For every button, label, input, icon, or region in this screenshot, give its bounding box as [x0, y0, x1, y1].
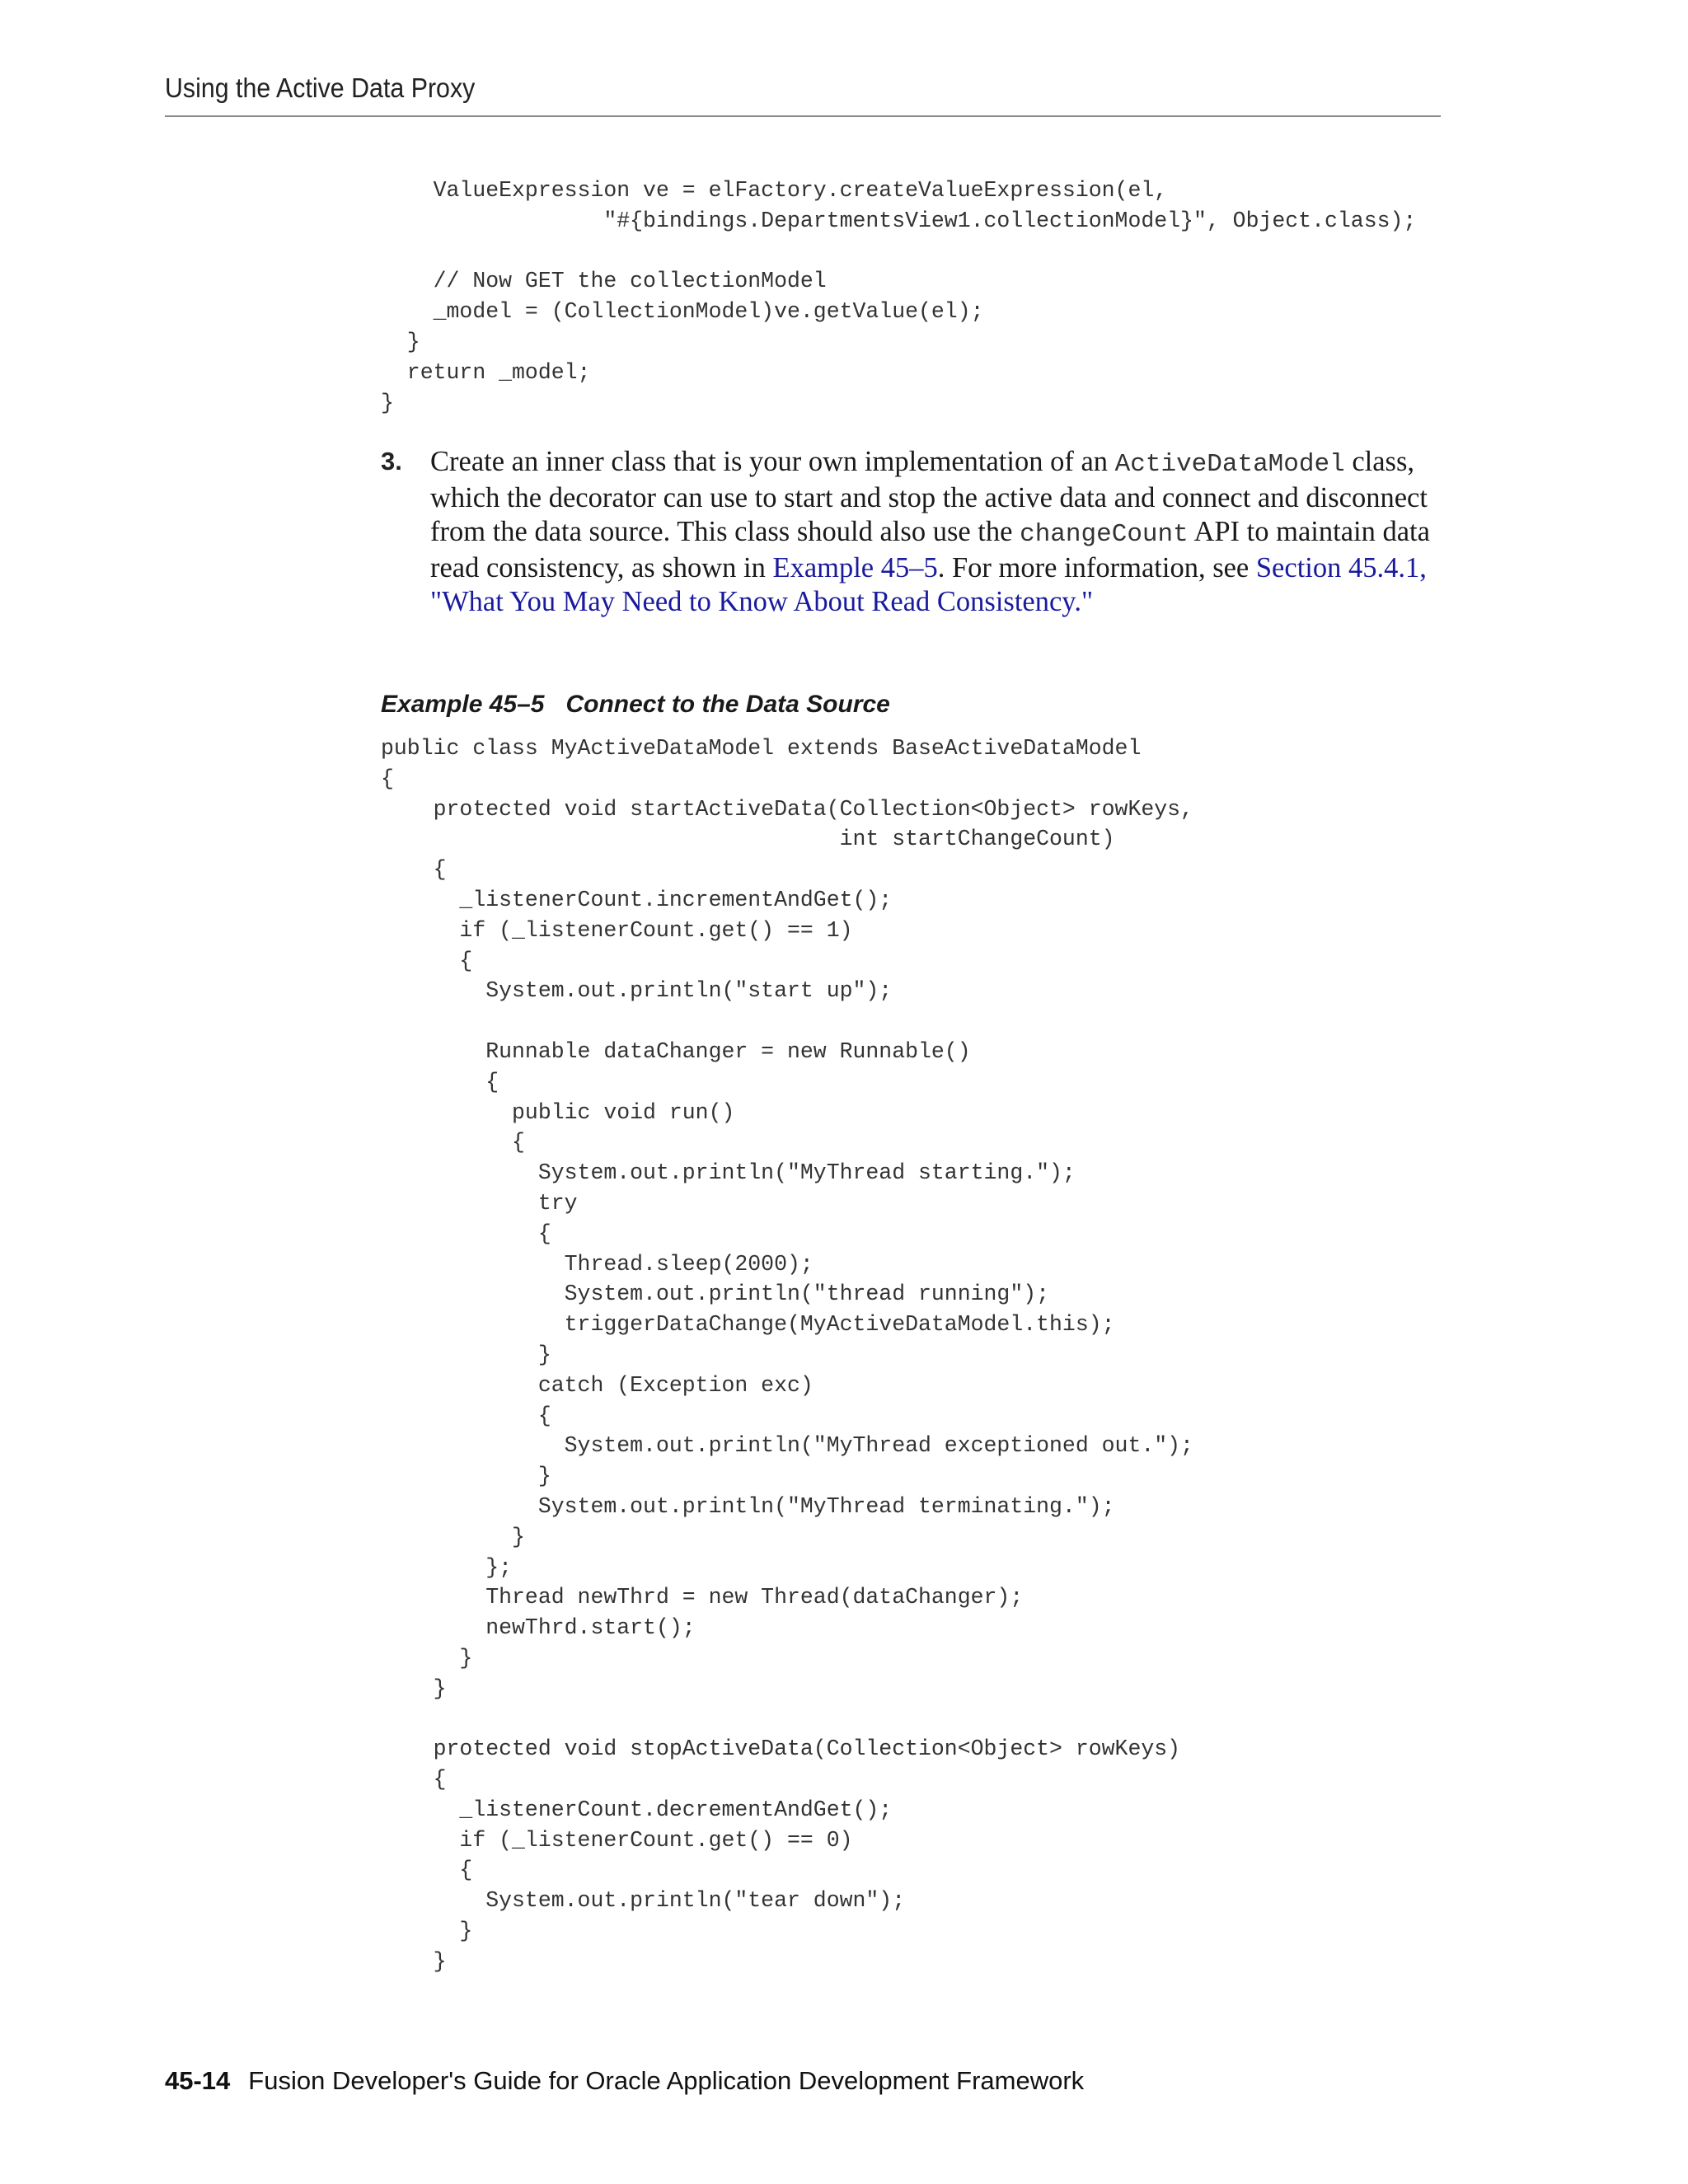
page-footer	[165, 2066, 1084, 2096]
code-term-changecount: changeCount	[1020, 519, 1189, 549]
link-section-45-4-1[interactable]: Section 45.4.1, "What You May Need to Know About Read Consistency."	[430, 552, 1427, 617]
code-term-activedatamodel: ActiveDataModel	[1114, 450, 1345, 479]
step-text-part: API to maintain data read consistency, as shown in	[430, 515, 1430, 584]
step-text-part: . For more information, see	[937, 552, 1256, 584]
step-number: 3.	[381, 447, 402, 476]
link-example-45-5[interactable]: Example 45–5	[772, 552, 938, 584]
step-text-part: Create an inner class that is your own implementation of an	[430, 446, 1115, 477]
running-header: Using the Active Data Proxy	[165, 73, 476, 103]
example-label: Example 45–5	[381, 691, 545, 718]
page-number: 45-14	[165, 2066, 231, 2095]
step-text	[430, 445, 1452, 618]
code-block-example-45-5: public class MyActiveDataModel extends BaseActiveDataModel { protected void startActiveData(Collection<Object> rowKeys, int startChangeCount) { _listenerCount.incrementAndGet(); if (_listenerCount.get() == 1) { System.out.println("start up"); Runnable dataChanger = new Runnable() { public void run() { System.out.println("MyThread starting."); try { Thread.sleep(2000); System.out.println("thread running"); triggerDataChange(MyActiveDataModel.this); } catch (Exception exc) { System.out.println("MyThread exceptioned out."); } System.out.println("MyThread terminating."); } }; Thread newThrd = new Thread(dataChanger); newThrd.start(); } } protected void stopActiveData(Collection<Object> rowKeys) { _listenerCount.decrementAndGet(); if (_listenerCount.get() == 0) { System.out.println("tear down"); } }	[381, 736, 1193, 1974]
header-rule	[165, 115, 1441, 117]
example-title: Connect to the Data Source	[565, 691, 890, 718]
code-block-collection-model: ValueExpression ve = elFactory.createValueExpression(el, "#{bindings.DepartmentsView1.collectionModel}", Object.class); // Now GET the collectionModel _model = (CollectionModel)ve.getValue(el); } return _model; }	[381, 178, 1417, 415]
step-text-part: class, which the decorator can use to start and stop the active data and connect and disconnect from the data source. This class should also use the	[430, 446, 1428, 547]
book-title: Fusion Developer's Guide for Oracle Application Development Framework	[248, 2066, 1085, 2095]
example-caption	[381, 691, 890, 719]
